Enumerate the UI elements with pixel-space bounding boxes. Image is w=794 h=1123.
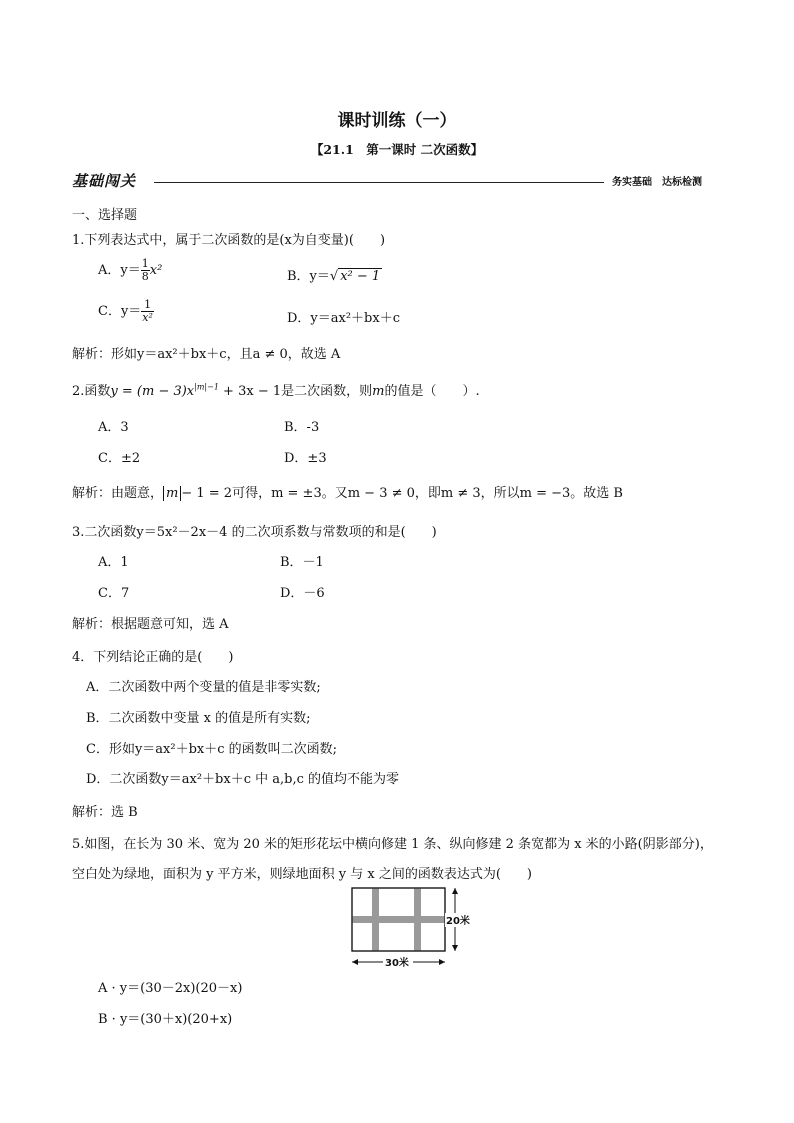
q1-b-radicand: x² − 1 xyxy=(340,269,381,284)
q1-a-fraction xyxy=(141,258,150,283)
q1-a-tail: x² xyxy=(149,263,163,278)
q1-option-d: D．y＝ax²＋bx＋c xyxy=(287,311,400,326)
section-banner xyxy=(72,170,712,192)
arrow-left-icon xyxy=(352,959,358,965)
q1-option-c xyxy=(98,299,154,324)
q1-c-fraction xyxy=(141,299,154,324)
q1-c-numerator: 1 xyxy=(141,299,154,312)
q2-stem xyxy=(72,380,480,399)
q5-stem-line2: 空白处为绿地，面积为 y 平方米，则绿地面积 y 与 x 之间的函数表达式为( ) xyxy=(72,867,532,882)
q1-option-b xyxy=(287,265,382,284)
q1-a-denominator: 8 xyxy=(141,270,149,283)
q4-option-a: A．二次函数中两个变量的值是非零实数; xyxy=(86,680,321,695)
q2-option-a: A．3 xyxy=(98,420,129,435)
q4-option-b: B．二次函数中变量 x 的值是所有实数; xyxy=(86,711,311,726)
lesson-subtitle: 【21.1 第一课时 二次函数】 xyxy=(310,142,484,157)
q5-stem-line1: 5.如图，在长为 30 米、宽为 20 米的矩形花坛中横向修建 1 条、纵向修建 2 条宽都为 x 米的小路(阴影部分)， xyxy=(72,837,713,852)
q5-garden-figure xyxy=(345,884,475,970)
width-label: 30米 xyxy=(385,958,409,969)
q4-option-c: C．形如y＝ax²＋bx＋c 的函数叫二次函数; xyxy=(86,742,338,757)
q2-stem-var: m xyxy=(372,384,385,399)
sqrt-icon: √ xyxy=(329,269,339,284)
q4-stem: 4．下列结论正确的是( ) xyxy=(72,650,234,665)
q5-option-a: A · y＝(30－2x)(20－x) xyxy=(98,981,243,996)
banner-rule xyxy=(154,182,604,183)
q1-c-denominator: x² xyxy=(142,311,153,324)
q5-option-b: B · y＝(30＋x)(20+x) xyxy=(98,1012,233,1027)
horizontal-path xyxy=(352,916,445,923)
q2-option-d: D．±3 xyxy=(284,451,327,466)
banner-label: 基础闯关 xyxy=(72,172,137,190)
arrow-right-icon xyxy=(439,959,445,965)
q2-analysis-prefix: 解析：由题意， xyxy=(72,486,164,501)
q2-stem-formula: y = (m − 3)x xyxy=(110,384,195,399)
q1-a-numerator: 1 xyxy=(141,257,149,270)
q1-a-prefix: A．y＝ xyxy=(98,263,141,278)
q3-analysis: 解析：根据题意可知，选 A xyxy=(72,617,229,632)
q1-analysis: 解析：形如y＝ax²＋bx＋c，且a ≠ 0，故选 A xyxy=(72,347,341,362)
q2-stem-end: 的值是（ ）. xyxy=(384,384,480,399)
q4-analysis: 解析：选 B xyxy=(72,805,138,820)
banner-tagline: 务实基础 达标检测 xyxy=(612,177,702,188)
arrow-up-icon xyxy=(452,888,458,894)
q2-stem-exponent: |m|−1 xyxy=(194,382,219,392)
arrow-down-icon xyxy=(452,945,458,951)
q3-option-a: A．1 xyxy=(98,555,129,570)
height-label: 20米 xyxy=(446,916,470,927)
q1-c-prefix: C．y＝ xyxy=(98,304,142,319)
q3-option-d: D．－6 xyxy=(280,586,325,601)
q2-analysis-abs: m xyxy=(163,486,181,501)
q4-option-d: D．二次函数y＝ax²＋bx＋c 中 a,b,c 的值均不能为零 xyxy=(86,772,400,787)
vertical-path-1 xyxy=(372,888,379,951)
q2-analysis xyxy=(72,482,623,501)
q2-stem-tail: + 3x − 1是二次函数，则 xyxy=(218,384,373,399)
q3-option-c: C．7 xyxy=(98,586,130,601)
q2-analysis-rest: − 1 = 2可得，m = ±3。又m − 3 ≠ 0，即m ≠ 3，所以m = −3。故选 B xyxy=(181,486,623,501)
q2-option-b: B．-3 xyxy=(284,420,320,435)
q3-option-b: B．－1 xyxy=(280,555,324,570)
q2-stem-prefix: 2.函数 xyxy=(72,384,111,399)
q1-stem: 1.下列表达式中，属于二次函数的是(x为自变量)( ) xyxy=(72,233,386,248)
section-heading: 一、选择题 xyxy=(72,208,138,223)
q1-option-a xyxy=(98,258,162,283)
vertical-path-2 xyxy=(414,888,421,951)
page-title: 课时训练（一） xyxy=(337,111,457,131)
q3-stem: 3.二次函数y＝5x²－2x－4 的二次项系数与常数项的和是( ) xyxy=(72,525,437,540)
q2-option-c: C．±2 xyxy=(98,451,141,466)
q1-b-prefix: B．y＝ xyxy=(287,269,330,284)
